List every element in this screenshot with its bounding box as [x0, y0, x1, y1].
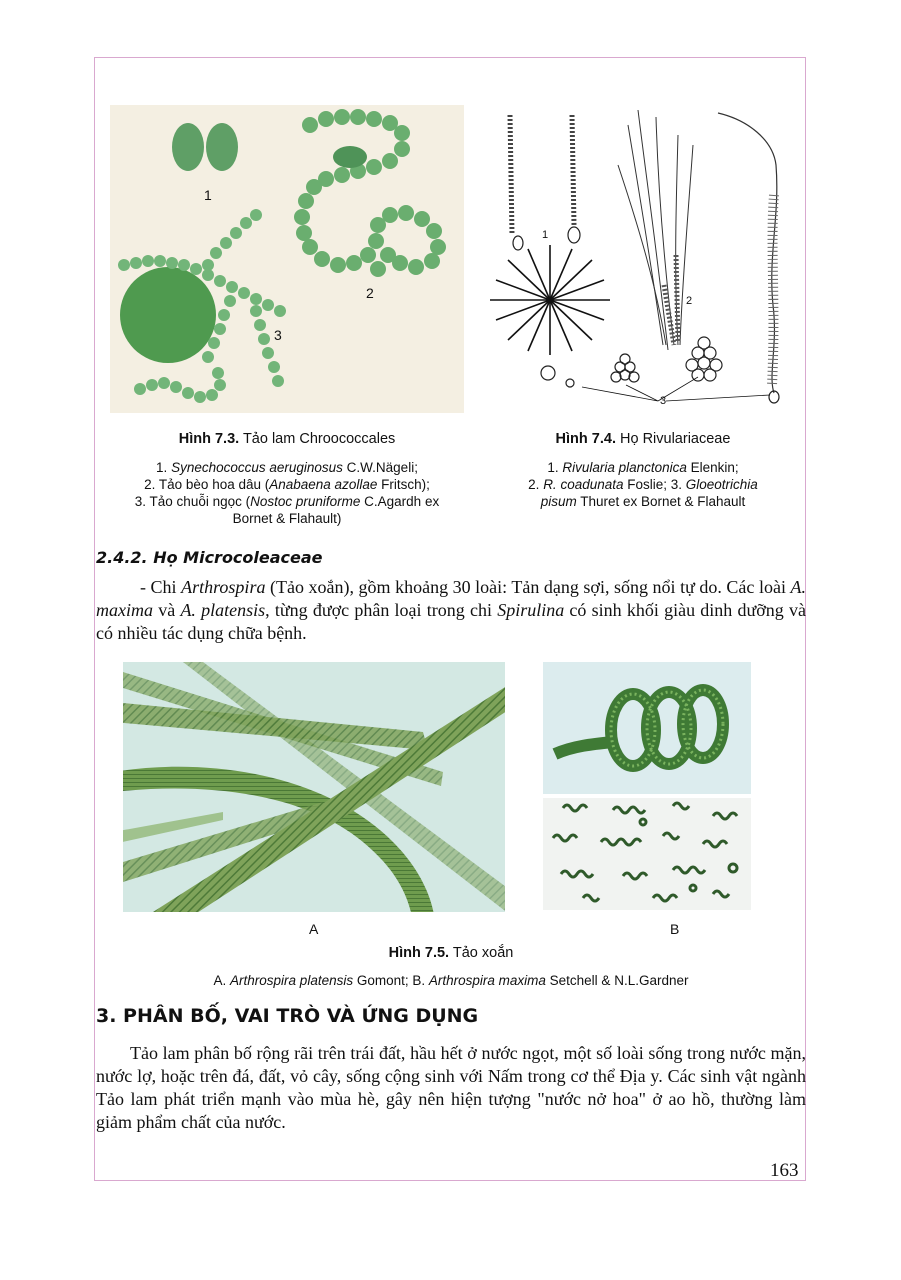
figure-7-5-caption-body: A. Arthrospira platensis Gomont; B. Arthrospira maxima Setchell & N.L.Gardner [213, 973, 689, 988]
figure-7-4-image [488, 105, 798, 410]
figure-7-3-caption-title: Hình 7.3. Tảo lam Chroococcales [178, 431, 396, 447]
figure-7-5-caption-title: Hình 7.5. Tảo xoắn [388, 945, 514, 961]
paragraph-arthrospira: - Chi Arthrospira (Tảo xoắn), gồm khoảng 30 loài: Tản dạng sợi, sống nổi tự do. Các loài A. maxima và A. platensis, từng được phân loại trong chi Spirulina có sinh khối giàu dinh dưỡng và có nhiều tác dụng chữa bệnh. [96, 577, 806, 643]
figure-7-4-label-3: 3 [660, 395, 667, 407]
figure-7-4-caption-body: 1. Rivularia planctonica Elenkin; 2. R. coadunata Foslie; 3. Gloeotrichia pisum Thuret ex Bornet & Flahault [528, 460, 758, 509]
figure-7-5-label-b: B [670, 921, 680, 937]
figure-7-5-b-photo-coils [543, 798, 751, 910]
section-heading-3: 3. PHÂN BỐ, VAI TRÒ VÀ ỨNG DỤNG [96, 1005, 479, 1027]
figure-7-3-label-2: 2 [366, 285, 374, 301]
figure-7-5-label-a: A [309, 921, 319, 937]
figure-7-4-caption-title: Hình 7.4. Họ Rivulariaceae [555, 431, 731, 447]
section-heading-2-4-2: 2.4.2. Họ Microcoleaceae [96, 548, 323, 567]
page-number: 163 [770, 1160, 799, 1181]
paragraph-distribution: Tảo lam phân bố rộng rãi trên trái đất, hầu hết ở nước ngọt, một số loài sống trong nước mặn, nước lợ, hoặc trên đá, đất, vỏ cây, sống cộng sinh với Nấm trong cơ thể Địa y. Các sinh vật ngành Tảo lam phát triển mạnh vào mùa hè, gây nên hiện tượng "nước nở hoa" ở ao hồ, thường làm giảm phẩm chất của nước. [96, 1043, 806, 1132]
figure-7-4-label-2: 2 [686, 295, 693, 307]
figure-7-3-label-3: 3 [274, 327, 282, 343]
figure-7-4-label-1: 1 [542, 229, 549, 241]
figure-7-3-caption-body: 1. Synechococcus aeruginosus C.W.Nägeli; 2. Tảo bèo hoa dâu (Anabaena azollae Fritsch); 3. Tảo chuỗi ngọc (Nostoc pruniforme C.Agardh ex Bornet & Flahault) [134, 460, 440, 526]
figure-7-3-image [110, 105, 464, 413]
figure-7-5-a-photo [123, 662, 505, 912]
figure-7-3-label-1: 1 [204, 187, 212, 203]
figure-7-5-b-photo-spiral [543, 662, 751, 794]
